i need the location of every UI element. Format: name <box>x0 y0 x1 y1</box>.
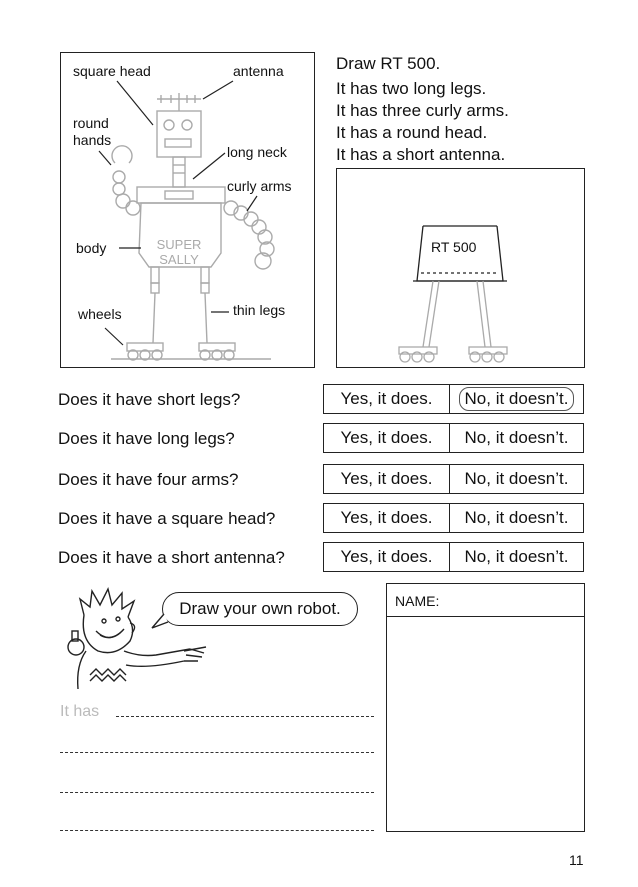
answer-yes-4-text: Yes, it does. <box>340 508 433 527</box>
robot-body-text-line2: SALLY <box>159 252 199 267</box>
name-drawing-box[interactable] <box>386 583 585 832</box>
answer-no-4[interactable] <box>450 504 583 532</box>
answer-no-5-text: No, it doesn’t. <box>464 547 569 566</box>
question-1: Does it have short legs? <box>58 390 241 409</box>
question-5: Does it have a short antenna? <box>58 548 285 567</box>
answer-no-5[interactable] <box>450 543 583 571</box>
question-3: Does it have four arms? <box>58 470 239 489</box>
answer-row-5 <box>323 542 584 572</box>
writing-line-3[interactable] <box>60 792 374 793</box>
instruction-line-3: It has a round head. <box>336 123 488 142</box>
writing-line-4[interactable] <box>60 830 374 831</box>
label-long-neck: long neck <box>227 144 287 160</box>
answer-no-1-text: No, it doesn’t. <box>459 387 575 411</box>
label-round-hands: round hands <box>73 115 112 148</box>
answer-row-4 <box>323 503 584 533</box>
name-label: NAME: <box>395 593 440 609</box>
answer-yes-4[interactable] <box>324 504 450 532</box>
robot-body-text <box>149 237 209 267</box>
answer-no-1[interactable] <box>450 385 583 413</box>
page-number: 11 <box>569 852 584 868</box>
answer-yes-5-text: Yes, it does. <box>340 547 433 566</box>
robot-body-text-line1: SUPER <box>156 237 202 252</box>
answer-yes-2-text: Yes, it does. <box>340 428 433 447</box>
answer-yes-2[interactable] <box>324 424 450 452</box>
answer-no-3[interactable] <box>450 465 583 493</box>
answer-no-3-text: No, it doesn’t. <box>464 469 569 488</box>
instruction-line-2: It has three curly arms. <box>336 101 509 120</box>
speech-bubble <box>162 592 358 626</box>
instruction-title: Draw RT 500. <box>336 54 441 73</box>
writing-line-1[interactable] <box>116 716 374 717</box>
instruction-line-1: It has two long legs. <box>336 79 487 98</box>
instruction-line-4: It has a short antenna. <box>336 145 506 164</box>
label-curly-arms: curly arms <box>227 178 292 194</box>
answer-no-2[interactable] <box>450 424 583 452</box>
answer-yes-1-text: Yes, it does. <box>340 389 433 408</box>
answer-yes-1[interactable] <box>324 385 450 413</box>
label-wheels: wheels <box>78 306 122 322</box>
label-square-head: square head <box>73 63 151 79</box>
label-body: body <box>76 240 107 256</box>
speech-bubble-tail <box>150 612 170 632</box>
labeled-robot-panel <box>60 52 315 368</box>
writing-line-2[interactable] <box>60 752 374 753</box>
name-divider <box>387 616 584 617</box>
writing-prompt: It has <box>60 703 100 720</box>
speech-bubble-text: Draw your own robot. <box>179 599 341 618</box>
label-antenna: antenna <box>233 63 284 79</box>
question-2: Does it have long legs? <box>58 429 235 448</box>
drawing-box[interactable] <box>336 168 585 368</box>
answer-row-2 <box>323 423 584 453</box>
answer-row-1 <box>323 384 584 414</box>
answer-yes-3[interactable] <box>324 465 450 493</box>
answer-row-3 <box>323 464 584 494</box>
question-4: Does it have a square head? <box>58 509 276 528</box>
label-thin-legs: thin legs <box>233 302 286 318</box>
answer-yes-5[interactable] <box>324 543 450 571</box>
answer-no-2-text: No, it doesn’t. <box>464 428 569 447</box>
rt500-drawing <box>337 169 583 366</box>
answer-yes-3-text: Yes, it does. <box>340 469 433 488</box>
rt500-label: RT 500 <box>431 239 477 255</box>
answer-no-4-text: No, it doesn’t. <box>464 508 569 527</box>
